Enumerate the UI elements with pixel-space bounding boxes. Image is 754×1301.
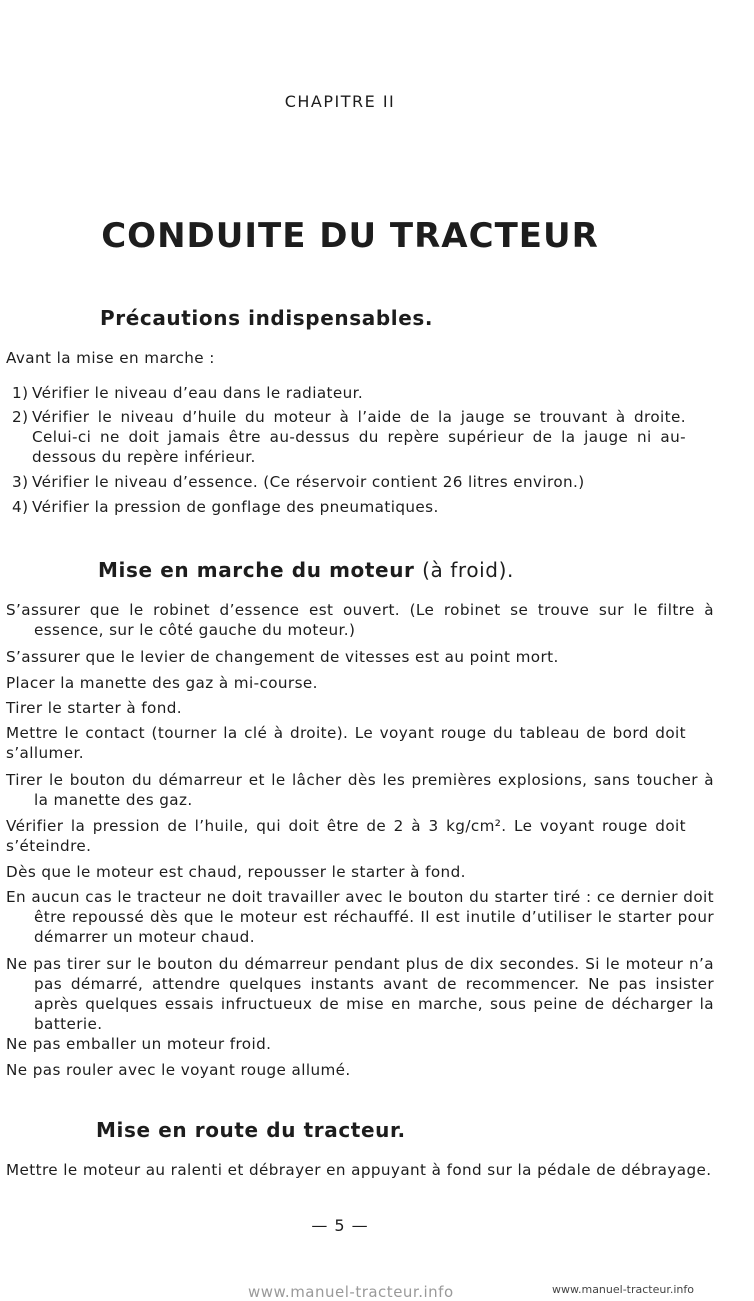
paragraph: S’assurer que le levier de changement de vitesses est au point mort. (6, 648, 559, 666)
section-heading-mise-en-marche (98, 558, 514, 582)
paragraph: Tirer le starter à fond. (6, 699, 183, 717)
paragraph: En aucun cas le tracteur ne doit travailler avec le bouton du starter tiré : ce dernier doit être repoussé dès que le moteur est réchauffé. Il est inutile d’utiliser le starter pour démarrer un moteur chaud. (6, 888, 714, 946)
list-item (6, 472, 686, 492)
watermark-right: www.manuel-tracteur.info (552, 1283, 694, 1296)
item-text: Vérifier le niveau d’huile du moteur à l’aide de la jauge se trouvant à droite. Celui-ci ne doit jamais être au-dessus du repère supérieur de la jauge ni au-dessous du repère inférieur. (32, 408, 686, 466)
paragraph: Placer la manette des gaz à mi-course. (6, 674, 318, 692)
page-title: CONDUITE DU TRACTEUR (101, 216, 599, 256)
paragraph: Dès que le moteur est chaud, repousser le starter à fond. (6, 863, 466, 881)
paragraph: Ne pas tirer sur le bouton du démarreur pendant plus de dix secondes. Si le moteur n’a pas démarré, attendre quelques instants avant de recommencer. Ne pas insister après quelques essais infructueux de mise en marche, sous peine de décharger la batterie. (6, 955, 714, 1033)
heading-text: Mise en marche du moteur (98, 558, 415, 582)
watermark-left: www.manuel-tracteur.info (248, 1283, 454, 1301)
list-item (6, 497, 686, 517)
intro-text: Avant la mise en marche : (6, 349, 215, 367)
section-heading-precautions: Précautions indispensables. (100, 306, 434, 330)
paragraph: Tirer le bouton du démarreur et le lâcher dès les premières explosions, sans toucher à la manette des gaz. (6, 771, 714, 809)
item-text: Vérifier la pression de gonflage des pneumatiques. (32, 498, 439, 516)
item-text: Vérifier le niveau d’essence. (Ce réservoir contient 26 litres environ.) (32, 473, 585, 491)
heading-suffix: (à froid). (422, 558, 514, 582)
paragraph: Ne pas rouler avec le voyant rouge allumé. (6, 1061, 351, 1079)
item-number: 3) (12, 473, 29, 491)
paragraph: Mettre le contact (tourner la clé à droite). Le voyant rouge du tableau de bord doit s’allumer. (6, 724, 686, 762)
paragraph: Mettre le moteur au ralenti et débrayer en appuyant à fond sur la pédale de débrayage. (6, 1161, 712, 1179)
paragraph: Ne pas emballer un moteur froid. (6, 1035, 272, 1053)
item-number: 2) (12, 408, 29, 426)
item-number: 4) (12, 498, 29, 516)
chapter-label: CHAPITRE II (284, 92, 396, 111)
page-number: — 5 — (311, 1216, 369, 1235)
section-heading-mise-en-route: Mise en route du tracteur. (96, 1118, 406, 1142)
paragraph: Vérifier la pression de l’huile, qui doit être de 2 à 3 kg/cm². Le voyant rouge doit s’éteindre. (6, 817, 686, 855)
paragraph: S’assurer que le robinet d’essence est ouvert. (Le robinet se trouve sur le filtre à essence, sur le côté gauche du moteur.) (6, 601, 714, 639)
list-item (6, 407, 686, 467)
item-number: 1) (12, 384, 29, 402)
item-text: Vérifier le niveau d’eau dans le radiateur. (32, 384, 364, 402)
list-item (6, 383, 686, 403)
